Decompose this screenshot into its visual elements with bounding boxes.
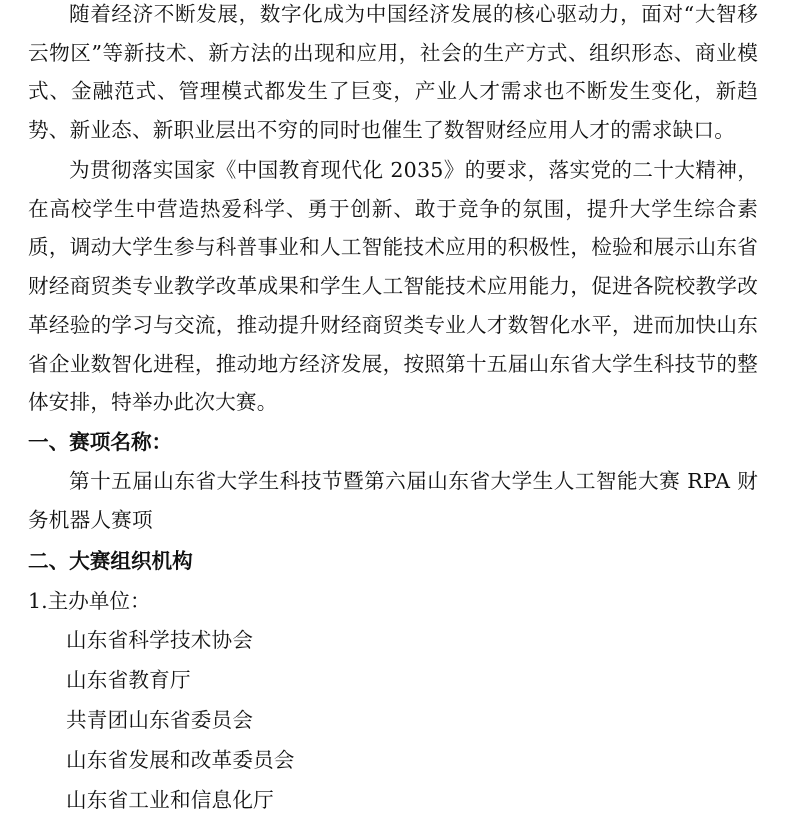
section-heading-event-name: 一、赛项名称： xyxy=(28,430,173,454)
organizer-item: 山东省教育厅 xyxy=(66,668,191,692)
organizer-item: 山东省工业和信息化厅 xyxy=(66,788,274,812)
organizer-list xyxy=(66,620,295,820)
intro-paragraph-2: 为贯彻落实国家《中国教育现代化 2035》的要求，落实党的二十大精神，在高校学生中营造热爱科学、勇于创新、敢于竞争的氛围，提升大学生综合素质，调动大学生参与科普事业和人工智能技术应用的积极性，检验和展示山东省财经商贸类专业教学改革成果和学生人工智能技术应用能力，促进各院校教学改革经验的学习与交流，推动提升财经商贸类专业人才数智化水平，进而加快山东省企业数智化进程，推动地方经济发展，按照第十五届山东省大学生科技节的整体安排，特举办此次大赛。 xyxy=(28,158,758,415)
section-heading-organization: 二、大赛组织机构 xyxy=(28,549,193,573)
organizer-item: 山东省科学技术协会 xyxy=(66,628,254,652)
organizer-item: 山东省发展和改革委员会 xyxy=(66,748,295,772)
organizer-item: 共青团山东省委员会 xyxy=(66,708,254,732)
event-name-text: 第十五届山东省大学生科技节暨第六届山东省大学生人工智能大赛 RPA 财务机器人赛项 xyxy=(28,469,758,532)
intro-paragraph-1: 随着经济不断发展，数字化成为中国经济发展的核心驱动力，面对“大智移云物区”等新技术、新方法的出现和应用，社会的生产方式、组织形态、商业模式、金融范式、管理模式都发生了巨变，产业人才需求也不断发生变化，新趋势、新业态、新职业层出不穷的同时也催生了数智财经应用人才的需求缺口。 xyxy=(28,2,758,143)
sub-heading-host-units: 1.主办单位： xyxy=(28,589,151,613)
